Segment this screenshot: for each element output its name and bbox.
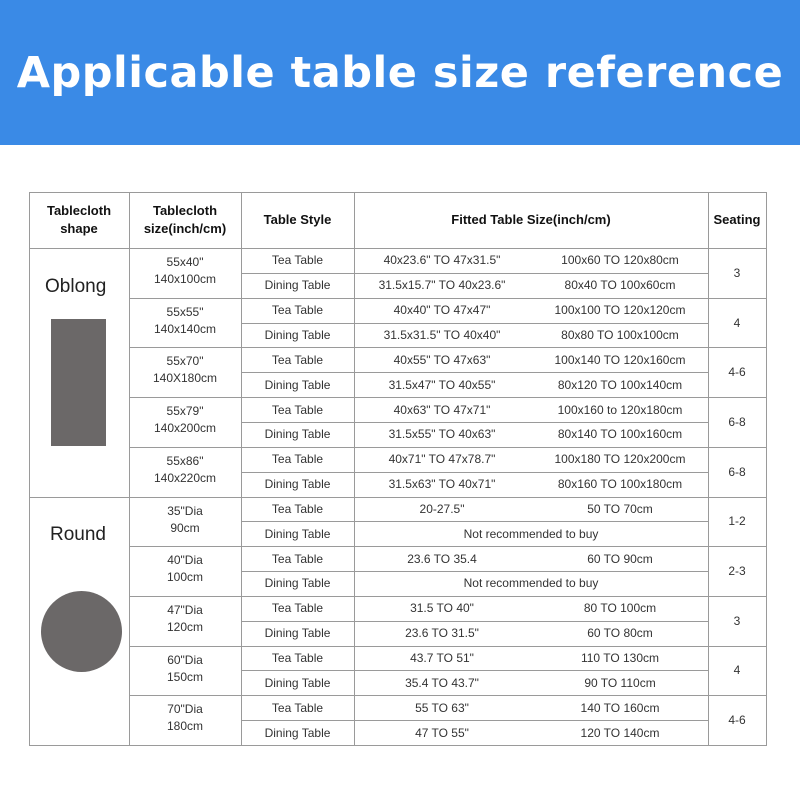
fitted-size-cm: 100x140 TO 120x160cm bbox=[554, 352, 686, 367]
fitted-size-cm: 110 TO 130cm bbox=[580, 651, 660, 666]
tablecloth-size-cm: 140X180cm bbox=[152, 371, 218, 386]
fitted-size-inch: 31.5x55" TO 40x63" bbox=[388, 427, 496, 442]
grid-line bbox=[29, 192, 767, 193]
table-style: Tea Table bbox=[271, 601, 324, 616]
fitted-size-inch: 40x63" TO 47x71" bbox=[393, 402, 491, 417]
fitted-size-inch: 31.5 TO 40" bbox=[410, 601, 474, 616]
fitted-size-inch: 23.6 TO 35.4 bbox=[407, 551, 477, 566]
tablecloth-size-cm: 100cm bbox=[166, 570, 204, 585]
fitted-size-inch: 43.7 TO 51" bbox=[410, 651, 474, 666]
seating-value: 3 bbox=[733, 265, 741, 280]
fitted-size-inch: 47 TO 55" bbox=[415, 725, 469, 740]
grid-line bbox=[29, 192, 30, 746]
seating-value: 3 bbox=[733, 613, 741, 628]
grid-line bbox=[29, 745, 767, 746]
page-title: Applicable table size reference bbox=[16, 47, 784, 98]
not-recommended-note: Not recommended to buy bbox=[463, 526, 599, 541]
fitted-size-cm: 100x160 to 120x180cm bbox=[557, 402, 683, 417]
tablecloth-size-inch: 35"Dia bbox=[167, 503, 203, 518]
fitted-size-cm: 80x120 TO 100x140cm bbox=[557, 377, 683, 392]
table-style: Tea Table bbox=[271, 651, 324, 666]
table-style: Tea Table bbox=[271, 700, 324, 715]
table-style: Dining Table bbox=[264, 725, 331, 740]
grey-rectangle-icon bbox=[51, 319, 106, 446]
tablecloth-size-cm: 140x220cm bbox=[153, 470, 217, 485]
seating-value: 6-8 bbox=[728, 414, 746, 429]
tablecloth-size-inch: 55x55" bbox=[166, 304, 204, 319]
fitted-size-inch: 31.5x63" TO 40x71" bbox=[388, 477, 496, 492]
tablecloth-size-inch: 70"Dia bbox=[167, 702, 203, 717]
table-style: Dining Table bbox=[264, 427, 331, 442]
fitted-size-cm: 100x100 TO 120x120cm bbox=[554, 303, 686, 318]
tablecloth-size-inch: 55x70" bbox=[166, 354, 204, 369]
table-style: Dining Table bbox=[264, 626, 331, 641]
fitted-size-cm: 80x80 TO 100x100cm bbox=[561, 327, 679, 342]
oblong-label: Oblong bbox=[45, 276, 107, 297]
table-style: Dining Table bbox=[264, 278, 331, 293]
table-style: Dining Table bbox=[264, 327, 331, 342]
grid-line bbox=[29, 497, 129, 498]
fitted-size-inch: 31.5x47" TO 40x55" bbox=[388, 377, 496, 392]
table-style: Tea Table bbox=[271, 402, 324, 417]
fitted-size-cm: 80x40 TO 100x60cm bbox=[564, 278, 676, 293]
seating-value: 4 bbox=[733, 663, 741, 678]
tablecloth-size-inch: 55x40" bbox=[166, 255, 204, 269]
header-fitted-size: Fitted Table Size(inch/cm) bbox=[451, 212, 611, 227]
seating-value: 6-8 bbox=[728, 464, 746, 479]
table-style: Dining Table bbox=[264, 526, 331, 541]
tablecloth-size-cm: 150cm bbox=[166, 669, 204, 684]
fitted-size-cm: 100x60 TO 120x80cm bbox=[561, 253, 679, 268]
tablecloth-size-cm: 140x140cm bbox=[153, 321, 217, 336]
tablecloth-size-inch: 55x86" bbox=[166, 453, 204, 468]
fitted-size-inch: 35.4 TO 43.7" bbox=[405, 675, 479, 690]
fitted-size-cm: 100x180 TO 120x200cm bbox=[554, 452, 686, 467]
fitted-size-inch: 31.5x31.5" TO 40x40" bbox=[383, 327, 501, 342]
seating-value: 2-3 bbox=[728, 564, 746, 579]
header-style: Table Style bbox=[263, 212, 332, 227]
table-style: Dining Table bbox=[264, 377, 331, 392]
fitted-size-inch: 40x23.6" TO 47x31.5" bbox=[383, 253, 501, 268]
grid-line bbox=[354, 192, 355, 746]
fitted-size-cm: 50 TO 70cm bbox=[587, 501, 653, 516]
seating-value: 4-6 bbox=[728, 365, 746, 380]
table-style: Tea Table bbox=[271, 303, 324, 318]
table-style: Tea Table bbox=[271, 352, 324, 367]
round-label: Round bbox=[50, 524, 106, 545]
not-recommended-note: Not recommended to buy bbox=[463, 576, 599, 591]
fitted-size-inch: 40x55" TO 47x63" bbox=[393, 352, 491, 367]
table-style: Dining Table bbox=[264, 477, 331, 492]
grey-circle-icon bbox=[41, 591, 122, 672]
table-style: Tea Table bbox=[271, 551, 324, 566]
fitted-size-cm: 80x140 TO 100x160cm bbox=[557, 427, 683, 442]
table-style: Dining Table bbox=[264, 576, 331, 591]
header-size: Tablecloth size(inch/cm) bbox=[143, 203, 227, 236]
table-style: Tea Table bbox=[271, 501, 324, 516]
fitted-size-inch: 55 TO 63" bbox=[415, 700, 469, 715]
tablecloth-size-inch: 40"Dia bbox=[167, 553, 203, 568]
tablecloth-size-cm: 140x100cm bbox=[153, 272, 217, 286]
header-seating: Seating bbox=[713, 212, 761, 227]
fitted-size-cm: 80x160 TO 100x180cm bbox=[557, 477, 683, 492]
seating-value: 4-6 bbox=[728, 713, 746, 728]
fitted-size-cm: 60 TO 80cm bbox=[587, 626, 653, 641]
table-style: Tea Table bbox=[271, 452, 324, 467]
tablecloth-size-cm: 120cm bbox=[166, 619, 204, 634]
tablecloth-size-inch: 47"Dia bbox=[167, 602, 203, 617]
grid-line bbox=[766, 192, 767, 746]
fitted-size-cm: 120 TO 140cm bbox=[580, 725, 660, 740]
fitted-size-cm: 90 TO 110cm bbox=[584, 675, 656, 690]
fitted-size-inch: 40x40" TO 47x47" bbox=[393, 303, 491, 318]
fitted-size-cm: 140 TO 160cm bbox=[580, 700, 660, 715]
tablecloth-size-cm: 180cm bbox=[166, 719, 204, 734]
fitted-size-inch: 23.6 TO 31.5" bbox=[405, 626, 479, 641]
table-style: Dining Table bbox=[264, 675, 331, 690]
tablecloth-size-cm: 140x200cm bbox=[153, 421, 217, 436]
tablecloth-size-inch: 60"Dia bbox=[167, 652, 203, 667]
header-shape: Tablecloth shape bbox=[46, 203, 112, 236]
seating-value: 1-2 bbox=[728, 514, 746, 529]
table-style: Tea Table bbox=[271, 253, 324, 268]
seating-value: 4 bbox=[733, 315, 741, 330]
fitted-size-inch: 20-27.5" bbox=[419, 501, 465, 516]
fitted-size-inch: 31.5x15.7" TO 40x23.6" bbox=[378, 278, 506, 293]
tablecloth-size-inch: 55x79" bbox=[166, 404, 204, 419]
fitted-size-inch: 40x71" TO 47x78.7" bbox=[388, 452, 496, 467]
fitted-size-cm: 60 TO 90cm bbox=[587, 551, 653, 566]
fitted-size-cm: 80 TO 100cm bbox=[583, 601, 657, 616]
tablecloth-size-cm: 90cm bbox=[170, 520, 200, 535]
